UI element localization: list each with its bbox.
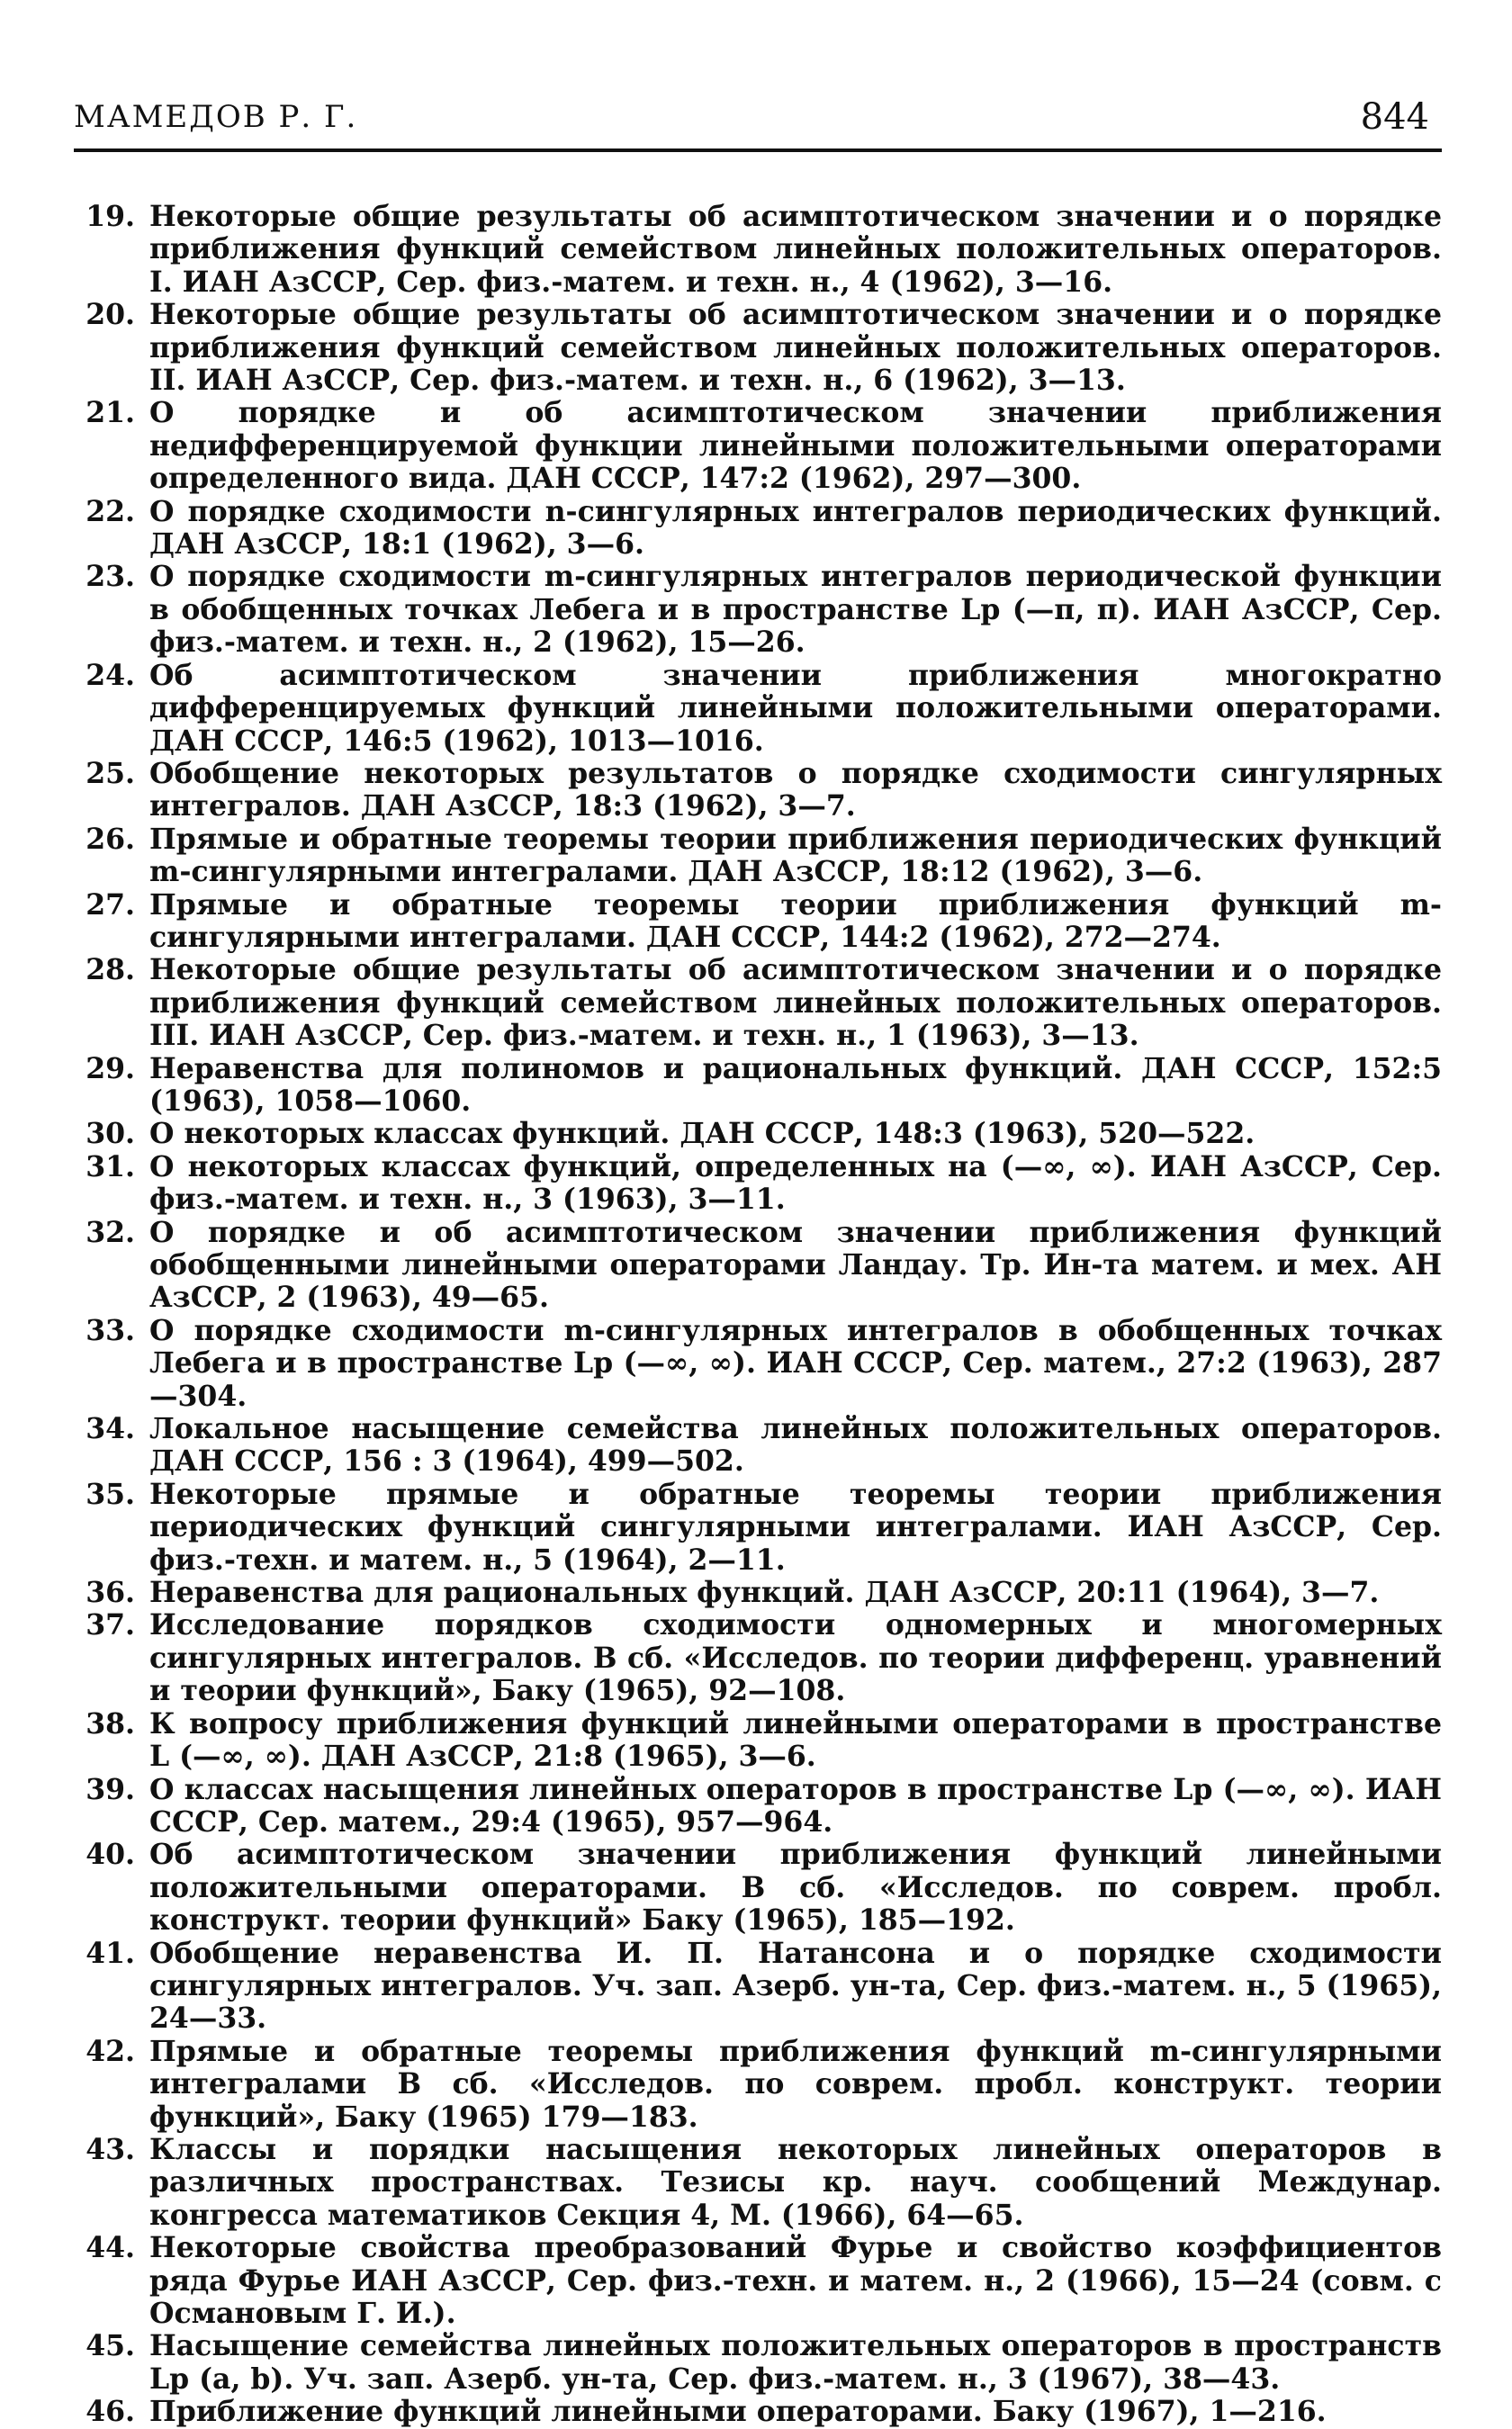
entry-text: Некоторые общие результаты об асимптотическом значении и о порядке приближения функций семейством линейных положительных операторов. I. ИАН АзССР, Сер. физ.-матем. и техн. н., 4 (1962), 3—16. — [149, 200, 1442, 299]
entry-number: 42. — [86, 2034, 135, 2068]
bibliography-entry — [74, 889, 1442, 955]
entry-text: О порядке сходимости n-сингулярных интегралов периодических функций. ДАН АзССР, 18:1 (1962), 3—6. — [149, 494, 1442, 562]
entry-number: 31. — [86, 1149, 135, 1183]
entry-text: О порядке сходимости m-сингулярных интегралов в обобщенных точках Лебега и в пространстве Lp (—∞, ∞). ИАН СССР, Сер. матем., 27:2 (1963), 287—304. — [149, 1313, 1442, 1413]
entry-text: Неравенства для полиномов и рациональных функций. ДАН СССР, 152:5 (1963), 1058—1060. — [149, 1051, 1442, 1118]
entry-text: Прямые и обратные теоремы теории приближения периодических функций m-сингулярными интегралами. ДАН АзССР, 18:12 (1962), 3—6. — [149, 822, 1442, 889]
entry-text: К вопросу приближения функций линейными операторами в пространстве L (—∞, ∞). ДАН АзССР, 21:8 (1965), 3—6. — [149, 1706, 1442, 1774]
bibliography-entry — [74, 2134, 1442, 2232]
entry-text: О некоторых классах функций. ДАН СССР, 148:3 (1963), 520—522. — [149, 1117, 1256, 1151]
entry-number: 32. — [86, 1215, 135, 1249]
bibliography-entry — [74, 1938, 1442, 2036]
entry-text: Некоторые общие результаты об асимптотическом значении и о порядке приближения функций семейством линейных положительных операторов. II. ИАН АзССР, Сер. физ.-матем. и техн. н., 6 (1962), 3—13. — [149, 298, 1442, 398]
bibliography-entry — [74, 201, 1442, 299]
header-rule — [74, 148, 1442, 152]
entry-number: 25. — [86, 756, 135, 790]
bibliography-entry — [74, 299, 1442, 397]
bibliography-entry — [74, 2232, 1442, 2330]
entry-text: Прямые и обратные теоремы теории приближения функций m-сингулярными интегралами. ДАН СССР, 144:2 (1962), 272—274. — [149, 887, 1442, 954]
entry-number: 46. — [86, 2395, 135, 2429]
bibliography-entry — [74, 1774, 1442, 1840]
entry-number: 36. — [86, 1576, 135, 1610]
bibliography-entry — [74, 2036, 1442, 2134]
entry-number: 41. — [86, 1936, 135, 1970]
bibliography-list — [74, 201, 1442, 2429]
entry-text: Об асимптотическом значении приближения многократно дифференцируемых функций линейными положительными операторами. ДАН СССР, 146:5 (1962), 1013—1016. — [149, 658, 1442, 758]
entry-number: 43. — [86, 2132, 135, 2166]
entry-text: О порядке и об асимптотическом значении приближения функций обобщенными линейными операторами Ландау. Тр. Ин-та матем. и мех. АН АзССР, 2 (1963), 49—65. — [149, 1215, 1442, 1315]
bibliography-entry — [74, 1118, 1442, 1150]
entry-number: 24. — [86, 658, 135, 692]
entry-text: Прямые и обратные теоремы приближения функций m-сингулярными интегралами В сб. «Исследов. по соврем. пробл. конструкт. теории функций», Баку (1965) 179—183. — [149, 2034, 1442, 2134]
entry-number: 27. — [86, 887, 135, 922]
entry-number: 29. — [86, 1051, 135, 1085]
bibliography-entry — [74, 2330, 1442, 2396]
entry-number: 22. — [86, 494, 135, 528]
entry-number: 23. — [86, 560, 135, 594]
entry-text: Об асимптотическом значении приближения функций линейными положительными операторами. В сб. «Исследов. по соврем. пробл. конструкт. теории функций» Баку (1965), 185—192. — [149, 1838, 1442, 1938]
entry-number: 26. — [86, 822, 135, 856]
entry-number: 35. — [86, 1477, 135, 1511]
entry-text: Обобщение некоторых результатов о порядке сходимости сингулярных интегралов. ДАН АзССР, 18:3 (1962), 3—7. — [149, 756, 1442, 823]
bibliography-entry — [74, 1151, 1442, 1217]
bibliography-entry — [74, 1053, 1442, 1119]
bibliography-entry — [74, 2396, 1442, 2428]
entry-number: 28. — [86, 953, 135, 987]
bibliography-entry — [74, 1577, 1442, 1609]
entry-number: 19. — [86, 200, 135, 233]
bibliography-entry — [74, 397, 1442, 495]
entry-text: О классах насыщения линейных операторов в пространстве Lp (—∞, ∞). ИАН СССР, Сер. матем., 29:4 (1965), 957—964. — [149, 1772, 1442, 1839]
entry-text: Классы и порядки насыщения некоторых линейных операторов в различных пространствах. Тезисы кр. науч. сообщений Междунар. конгресса математиков Секция 4, М. (1966), 64—65. — [149, 2132, 1442, 2232]
entry-text: Некоторые общие результаты об асимптотическом значении и о порядке приближения функций семейством линейных положительных операторов. III. ИАН АзССР, Сер. физ.-матем. и техн. н., 1 (1963), 3—13. — [149, 953, 1442, 1053]
entry-text: Насыщение семейства линейных положительных операторов в пространств Lp (a, b). Уч. зап. Азерб. ун-та, Сер. физ.-матем. н., 3 (1967), 38—43. — [149, 2329, 1442, 2396]
entry-number: 44. — [86, 2231, 135, 2265]
bibliography-entry — [74, 758, 1442, 823]
entry-number: 20. — [86, 298, 135, 332]
bibliography-entry — [74, 1413, 1442, 1479]
entry-text: Приближение функций линейными операторами. Баку (1967), 1—216. — [149, 2395, 1327, 2429]
entry-number: 38. — [86, 1706, 135, 1741]
bibliography-entry — [74, 660, 1442, 758]
bibliography-entry — [74, 1217, 1442, 1315]
entry-number: 34. — [86, 1412, 135, 1446]
bibliography-entry — [74, 1708, 1442, 1774]
bibliography-entry — [74, 561, 1442, 659]
bibliography-entry — [74, 1479, 1442, 1577]
bibliography-entry — [74, 1839, 1442, 1937]
bibliography-entry — [74, 1315, 1442, 1413]
entry-text: Локальное насыщение семейства линейных положительных операторов. ДАН СССР, 156 : 3 (1964), 499—502. — [149, 1412, 1442, 1479]
entry-text: Некоторые прямые и обратные теоремы теории приближения периодических функций сингулярными интегралами. ИАН АзССР, Сер. физ.-техн. и матем. н., 5 (1964), 2—11. — [149, 1477, 1442, 1577]
entry-text: О некоторых классах функций, определенных на (—∞, ∞). ИАН АзССР, Сер. физ.-матем. и техн. н., 3 (1963), 3—11. — [149, 1149, 1442, 1217]
entry-number: 40. — [86, 1838, 135, 1872]
bibliography-entry — [74, 496, 1442, 562]
entry-number: 45. — [86, 2329, 135, 2363]
bibliography-entry — [74, 823, 1442, 889]
bibliography-entry — [74, 954, 1442, 1052]
entry-text: О порядке сходимости m-сингулярных интегралов периодической функции в обобщенных точках Лебега и в пространстве Lp (—π, π). ИАН АзССР, Сер. физ.-матем. и техн. н., 2 (1962), 15—26. — [149, 560, 1442, 660]
running-head: МАМЕДОВ Р. Г. — [74, 99, 358, 135]
bibliography-entry — [74, 1609, 1442, 1707]
page-header — [74, 88, 1442, 146]
entry-text: Обобщение неравенства И. П. Натансона и о порядке сходимости сингулярных интегралов. Уч. зап. Азерб. ун-та, Сер. физ.-матем. н., 5 (1965), 24—33. — [149, 1936, 1442, 2036]
page-number: 844 — [1360, 96, 1429, 138]
entry-number: 21. — [86, 396, 135, 430]
entry-number: 39. — [86, 1772, 135, 1806]
entry-text: Неравенства для рациональных функций. ДАН АзССР, 20:11 (1964), 3—7. — [149, 1576, 1380, 1610]
entry-number: 30. — [86, 1117, 135, 1151]
entry-text: Некоторые свойства преобразований Фурье и свойство коэффициентов ряда Фурье ИАН АзССР, Сер. физ.-техн. и матем. н., 2 (1966), 15—24 (совм. с Османовым Г. И.). — [149, 2231, 1442, 2330]
entry-text: О порядке и об асимптотическом значении приближения недифференцируемой функции линейными положительными операторами определенного вида. ДАН СССР, 147:2 (1962), 297—300. — [149, 396, 1442, 496]
entry-number: 37. — [86, 1608, 135, 1642]
entry-text: Исследование порядков сходимости одномерных и многомерных сингулярных интегралов. В сб. «Исследов. по теории дифференц. уравнений и теории функций», Баку (1965), 92—108. — [149, 1608, 1442, 1708]
entry-number: 33. — [86, 1313, 135, 1347]
